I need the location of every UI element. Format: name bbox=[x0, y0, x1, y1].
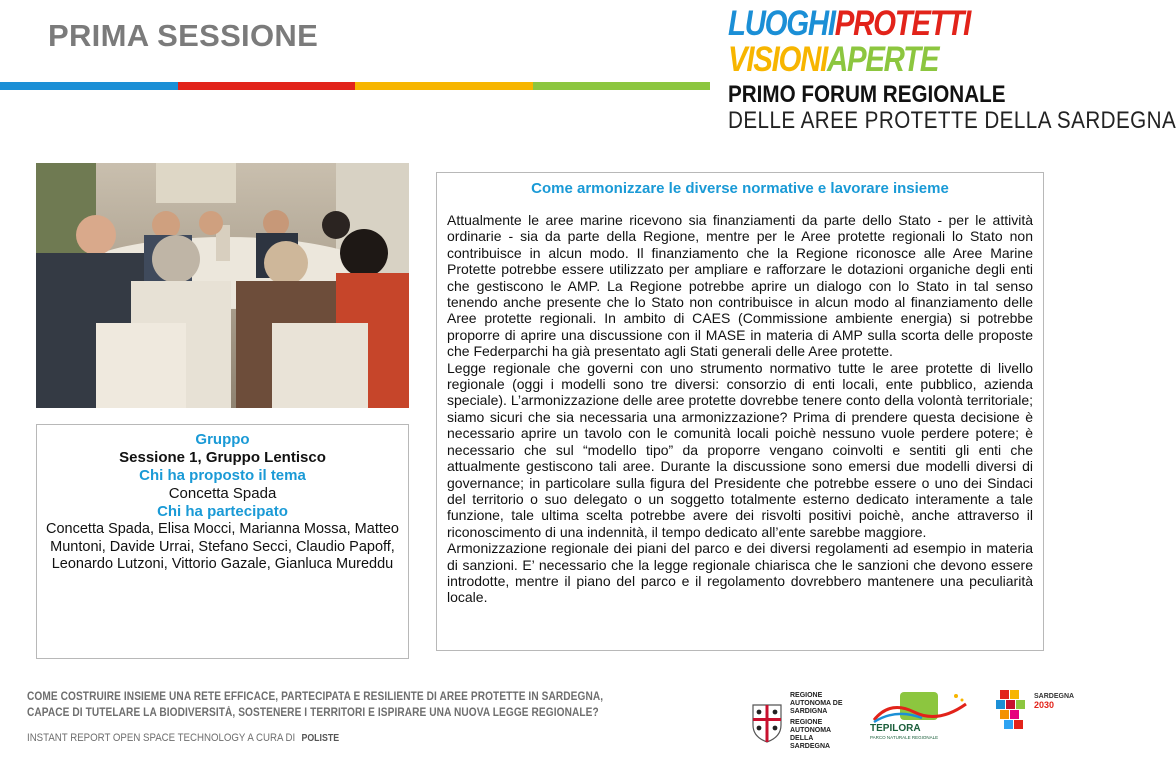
brand-luoghi: LUOGHI bbox=[728, 4, 835, 43]
group-label: Gruppo bbox=[195, 431, 250, 448]
ras-line-1: REGIONE AUTONOMA DE SARDIGNA bbox=[790, 692, 843, 715]
sardegna-2030-logo bbox=[994, 688, 1084, 740]
report-title: Come armonizzare le diverse normative e lavorare insieme bbox=[531, 180, 949, 197]
tepilora-name: TEPILORA bbox=[870, 723, 921, 734]
sardegna-word: SARDEGNA bbox=[1034, 693, 1075, 700]
participants-value: Concetta Spada, Elisa Mocci, Marianna Mossa, Matteo Muntoni, Davide Urrai, Stefano Secci, Claudio Papoff, Leonardo Lutzoni, Vittorio Gazale, Gianluca Mureddu bbox=[46, 521, 399, 572]
sardegna-2030-text bbox=[1034, 692, 1074, 710]
brand-line-1 bbox=[728, 6, 1027, 42]
brand-protetti: PROTETTI bbox=[834, 4, 971, 43]
report-paragraph: Armonizzazione regionale dei piani del parco e dei diversi regolamenti ad esempio in materia di sanzioni. E’ necessario che la legge regionale chiarisca che le sanzioni che devono essere introdotte, mentre il piano del parco e il regolamento dovrebbero mantenere una peculiarità locale. bbox=[447, 540, 1033, 606]
brand-line-2 bbox=[728, 42, 1027, 78]
tepilora-logo bbox=[870, 690, 970, 742]
group-value: Sessione 1, Gruppo Lentisco bbox=[119, 449, 326, 466]
sardinia-coat-of-arms-icon bbox=[750, 701, 784, 743]
footer-question bbox=[27, 690, 604, 721]
page-title: PRIMA SESSIONE bbox=[48, 18, 319, 53]
poliste-logo: POLISTE bbox=[301, 733, 340, 744]
footer-line-2: CAPACE DI TUTELARE LA BIODIVERSITÀ, SOSTENERE I TERRITORI E ISPIRARE UNA NUOVA LEGGE REGIONALE? bbox=[27, 706, 599, 719]
regione-sardegna-text bbox=[790, 692, 852, 751]
tepilora-mark-icon bbox=[870, 690, 970, 724]
report-paragraph: Legge regionale che governi con uno strumento normativo tutte le aree protette di livello regionale (oggi i modelli sono tre diversi: consorzio di enti locali, ente pubblico, azienda speciale). L’armonizzazione delle aree protette dovrebbe tenere conto della volontà territoriale; siamo sicuri che sia necessaria una armonizzazione? Prima di prendere questa decisione è necessario aprire un tavolo con le comunità locali poichè nessuno vuole perdere potere; è necessario che sul “modello tipo” da proporre vengano coinvolti e sentiti gli enti che attualmente gestiscono tali aree. Durante la discussione sono emersi due modelli diversi di governance; in particolare sulla figura del Presidente che potrebbe essere o uno dei Sindaci del territorio o suo delegato o un soggetto totalmente esterno dedicato interamente a tale funzione, tale ultima scelta potrebbe avere dei risvolti positivi poichè, anche attraverso il riconoscimento di una indennità, il tempo dedicato all’ente sarebbe maggiore. bbox=[447, 359, 1033, 540]
footer-credit bbox=[27, 732, 339, 744]
session-photo bbox=[36, 163, 409, 408]
sardegna-year: 2030 bbox=[1034, 700, 1055, 710]
color-bar-red bbox=[178, 82, 356, 90]
report-paragraph: Attualmente le aree marine ricevono sia finanziamenti da parte dello Stato - per le attività ordinarie - sia da parte della Regione, mentre per le Aree protette regionali lo Stato non contribuisce in alcun modo. Il finanziamento che la Regione riconosce alle Aree Marine Protette potrebbe essere utilizzato per ampliare e rafforzare le dotazioni organiche degli enti che gestiscono le AMP. La Regione potrebbe aprire un dialogo con lo Stato in tal senso tenendo anche presente che lo Stato non contribuisce in alcun modo al finanziamento delle Aree protette regionali. In ambito di CAES (Commissione ambiente energia) si potrebbe proporre di aprire una discussione con il MASE in materia di AMP sulla scorta delle proposte che Federparchi ha già presentato agli Stati generali delle Aree protette. bbox=[447, 212, 1033, 360]
brand-visioni: VISIONI bbox=[728, 40, 828, 79]
color-bar-blue bbox=[0, 82, 178, 90]
brand-aperte: APERTE bbox=[827, 40, 939, 79]
proposer-value: Concetta Spada bbox=[168, 485, 277, 502]
color-bar bbox=[0, 82, 710, 90]
participants-label: Chi ha partecipato bbox=[157, 503, 288, 520]
regione-sardegna-logo bbox=[750, 692, 852, 751]
footer-credit-text: INSTANT REPORT OPEN SPACE TECHNOLOGY A CURA DI bbox=[27, 732, 296, 744]
group-info-box bbox=[36, 424, 409, 659]
ras-line-2: REGIONE AUTONOMA DELLA SARDEGNA bbox=[790, 719, 831, 750]
proposer-label: Chi ha proposto il tema bbox=[139, 467, 306, 484]
color-bar-yellow bbox=[355, 82, 533, 90]
sardegna-2030-mosaic-icon bbox=[994, 688, 1034, 738]
report-text-box bbox=[436, 172, 1044, 651]
brand-subtitle-2: DELLE AREE PROTETTE DELLA SARDEGNA bbox=[728, 107, 1176, 134]
brand-subtitle-1: PRIMO FORUM REGIONALE bbox=[728, 81, 1006, 108]
color-bar-green bbox=[533, 82, 711, 90]
forum-brand bbox=[728, 4, 1176, 134]
footer-line-1: COME COSTRUIRE INSIEME UNA RETE EFFICACE, PARTECIPATA E RESILIENTE DI AREE PROTETTE IN SARDEGNA, bbox=[27, 691, 604, 703]
tepilora-subtitle: PARCO NATURALE REGIONALE bbox=[870, 735, 939, 740]
